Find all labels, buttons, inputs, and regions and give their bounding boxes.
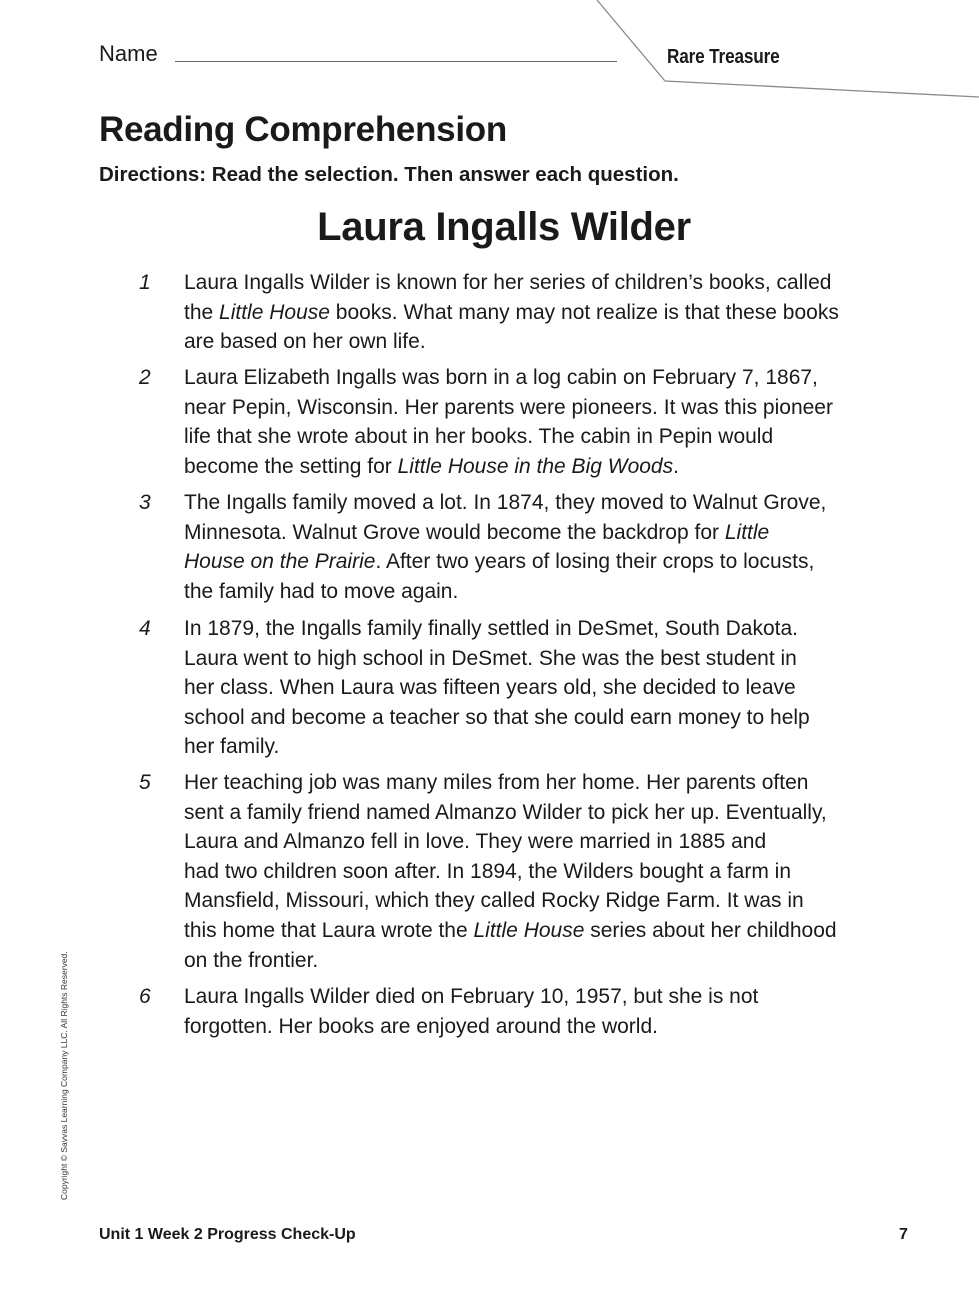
text-run: her family. [184, 735, 280, 759]
paragraph-line [184, 798, 924, 828]
paragraph-line [184, 518, 924, 548]
text-run: . After two years of losing their crops to locusts, [375, 550, 815, 574]
paragraph-line [184, 982, 924, 1012]
paragraph-line [184, 916, 924, 946]
book-title-italic: Little [724, 520, 770, 544]
paragraph-line [184, 577, 924, 607]
paragraph-line [184, 393, 924, 423]
text-run: on the frontier. [184, 948, 319, 972]
text-run: Mansfield, Missouri, which they called Rocky Ridge Farm. It was in [184, 889, 804, 913]
text-run: The Ingalls family moved a lot. In 1874, they moved to Walnut Grove, [184, 491, 827, 514]
paragraph-text [184, 488, 924, 606]
book-title-italic: House on the Prairie [184, 550, 376, 574]
copyright-notice: Copyright © Savvas Learning Company LLC. All Rights Reserved. [59, 951, 69, 1200]
paragraph-line [184, 732, 924, 762]
paragraph-text [184, 982, 924, 1041]
text-run: sent a family friend named Almanzo Wilder to pick her up. Eventually, [184, 800, 827, 824]
paragraph-line [184, 1012, 924, 1042]
text-run: the family had to move again. [184, 579, 459, 603]
paragraph-line [184, 857, 924, 887]
paragraph-line [184, 488, 924, 518]
paragraph-line [184, 827, 924, 857]
paragraph-line [184, 614, 924, 644]
text-run: become the setting for [184, 454, 398, 478]
paragraph-line [184, 946, 924, 976]
paragraph-number: 3 [139, 491, 151, 514]
paragraph-text [184, 363, 924, 481]
paragraph-text [184, 614, 924, 762]
paragraph-line [184, 268, 924, 298]
text-run: school and become a teacher so that she could earn money to help [184, 705, 810, 729]
paragraph-text [184, 768, 924, 975]
page-number: 7 [899, 1226, 908, 1243]
paragraph-number: 4 [139, 617, 151, 640]
paragraph-line [184, 422, 924, 452]
text-run: life that she wrote about in her books. The cabin in Pepin would [184, 425, 774, 449]
text-run: Laura Elizabeth Ingalls was born in a log cabin on February 7, 1867, [184, 366, 818, 389]
paragraph-line [184, 547, 924, 577]
text-run: . [673, 454, 679, 478]
book-title-italic: Little House [473, 918, 585, 942]
text-run: Laura and Almanzo fell in love. They were married in 1885 and [184, 830, 767, 854]
paragraph-line [184, 886, 924, 916]
article-title: Laura Ingalls Wilder [317, 205, 691, 249]
paragraph-line [184, 327, 924, 357]
paragraph-line [184, 452, 924, 482]
text-run: had two children soon after. In 1894, the Wilders bought a farm in [184, 859, 792, 883]
text-run: Laura went to high school in DeSmet. She was the best student in [184, 646, 797, 670]
paragraph-number: 6 [139, 985, 151, 1008]
tab-label: Rare Treasure [667, 46, 780, 68]
paragraph-line [184, 363, 924, 393]
paragraph-line [184, 298, 924, 328]
name-label: Name [99, 41, 158, 66]
paragraph-line [184, 768, 924, 798]
text-run: Laura Ingalls Wilder died on February 10, 1957, but she is not [184, 985, 759, 1008]
text-run: books. What many may not realize is that these books [329, 300, 839, 324]
text-run: are based on her own life. [184, 330, 426, 354]
text-run: this home that Laura wrote the [184, 918, 474, 942]
section-title: Reading Comprehension [99, 110, 507, 149]
tab-outline [0, 0, 979, 110]
text-run: near Pepin, Wisconsin. Her parents were pioneers. It was this pioneer [184, 395, 833, 419]
text-run: series about her childhood [584, 918, 837, 942]
text-run: Minnesota. Walnut Grove would become the backdrop for [184, 520, 725, 544]
paragraph-number: 5 [139, 771, 151, 794]
directions: Directions: Read the selection. Then answer each question. [99, 163, 679, 186]
paragraph-line [184, 673, 924, 703]
text-run: forgotten. Her books are enjoyed around the world. [184, 1014, 658, 1038]
paragraph-line [184, 644, 924, 674]
book-title-italic: Little House [219, 300, 330, 324]
footer-unit-label: Unit 1 Week 2 Progress Check-Up [99, 1226, 356, 1243]
text-run: her class. When Laura was fifteen years old, she decided to leave [184, 676, 796, 700]
paragraph-line [184, 703, 924, 733]
text-run: the [184, 300, 220, 324]
text-run: Her teaching job was many miles from her home. Her parents often [184, 771, 809, 794]
text-run: Laura Ingalls Wilder is known for her series of children’s books, called [184, 271, 832, 294]
text-run: In 1879, the Ingalls family finally settled in DeSmet, South Dakota. [184, 617, 798, 640]
book-title-italic: Little House in the Big Woods [397, 454, 674, 478]
paragraph-text [184, 268, 924, 357]
paragraph-number: 2 [139, 366, 151, 389]
paragraph-number: 1 [139, 271, 151, 294]
